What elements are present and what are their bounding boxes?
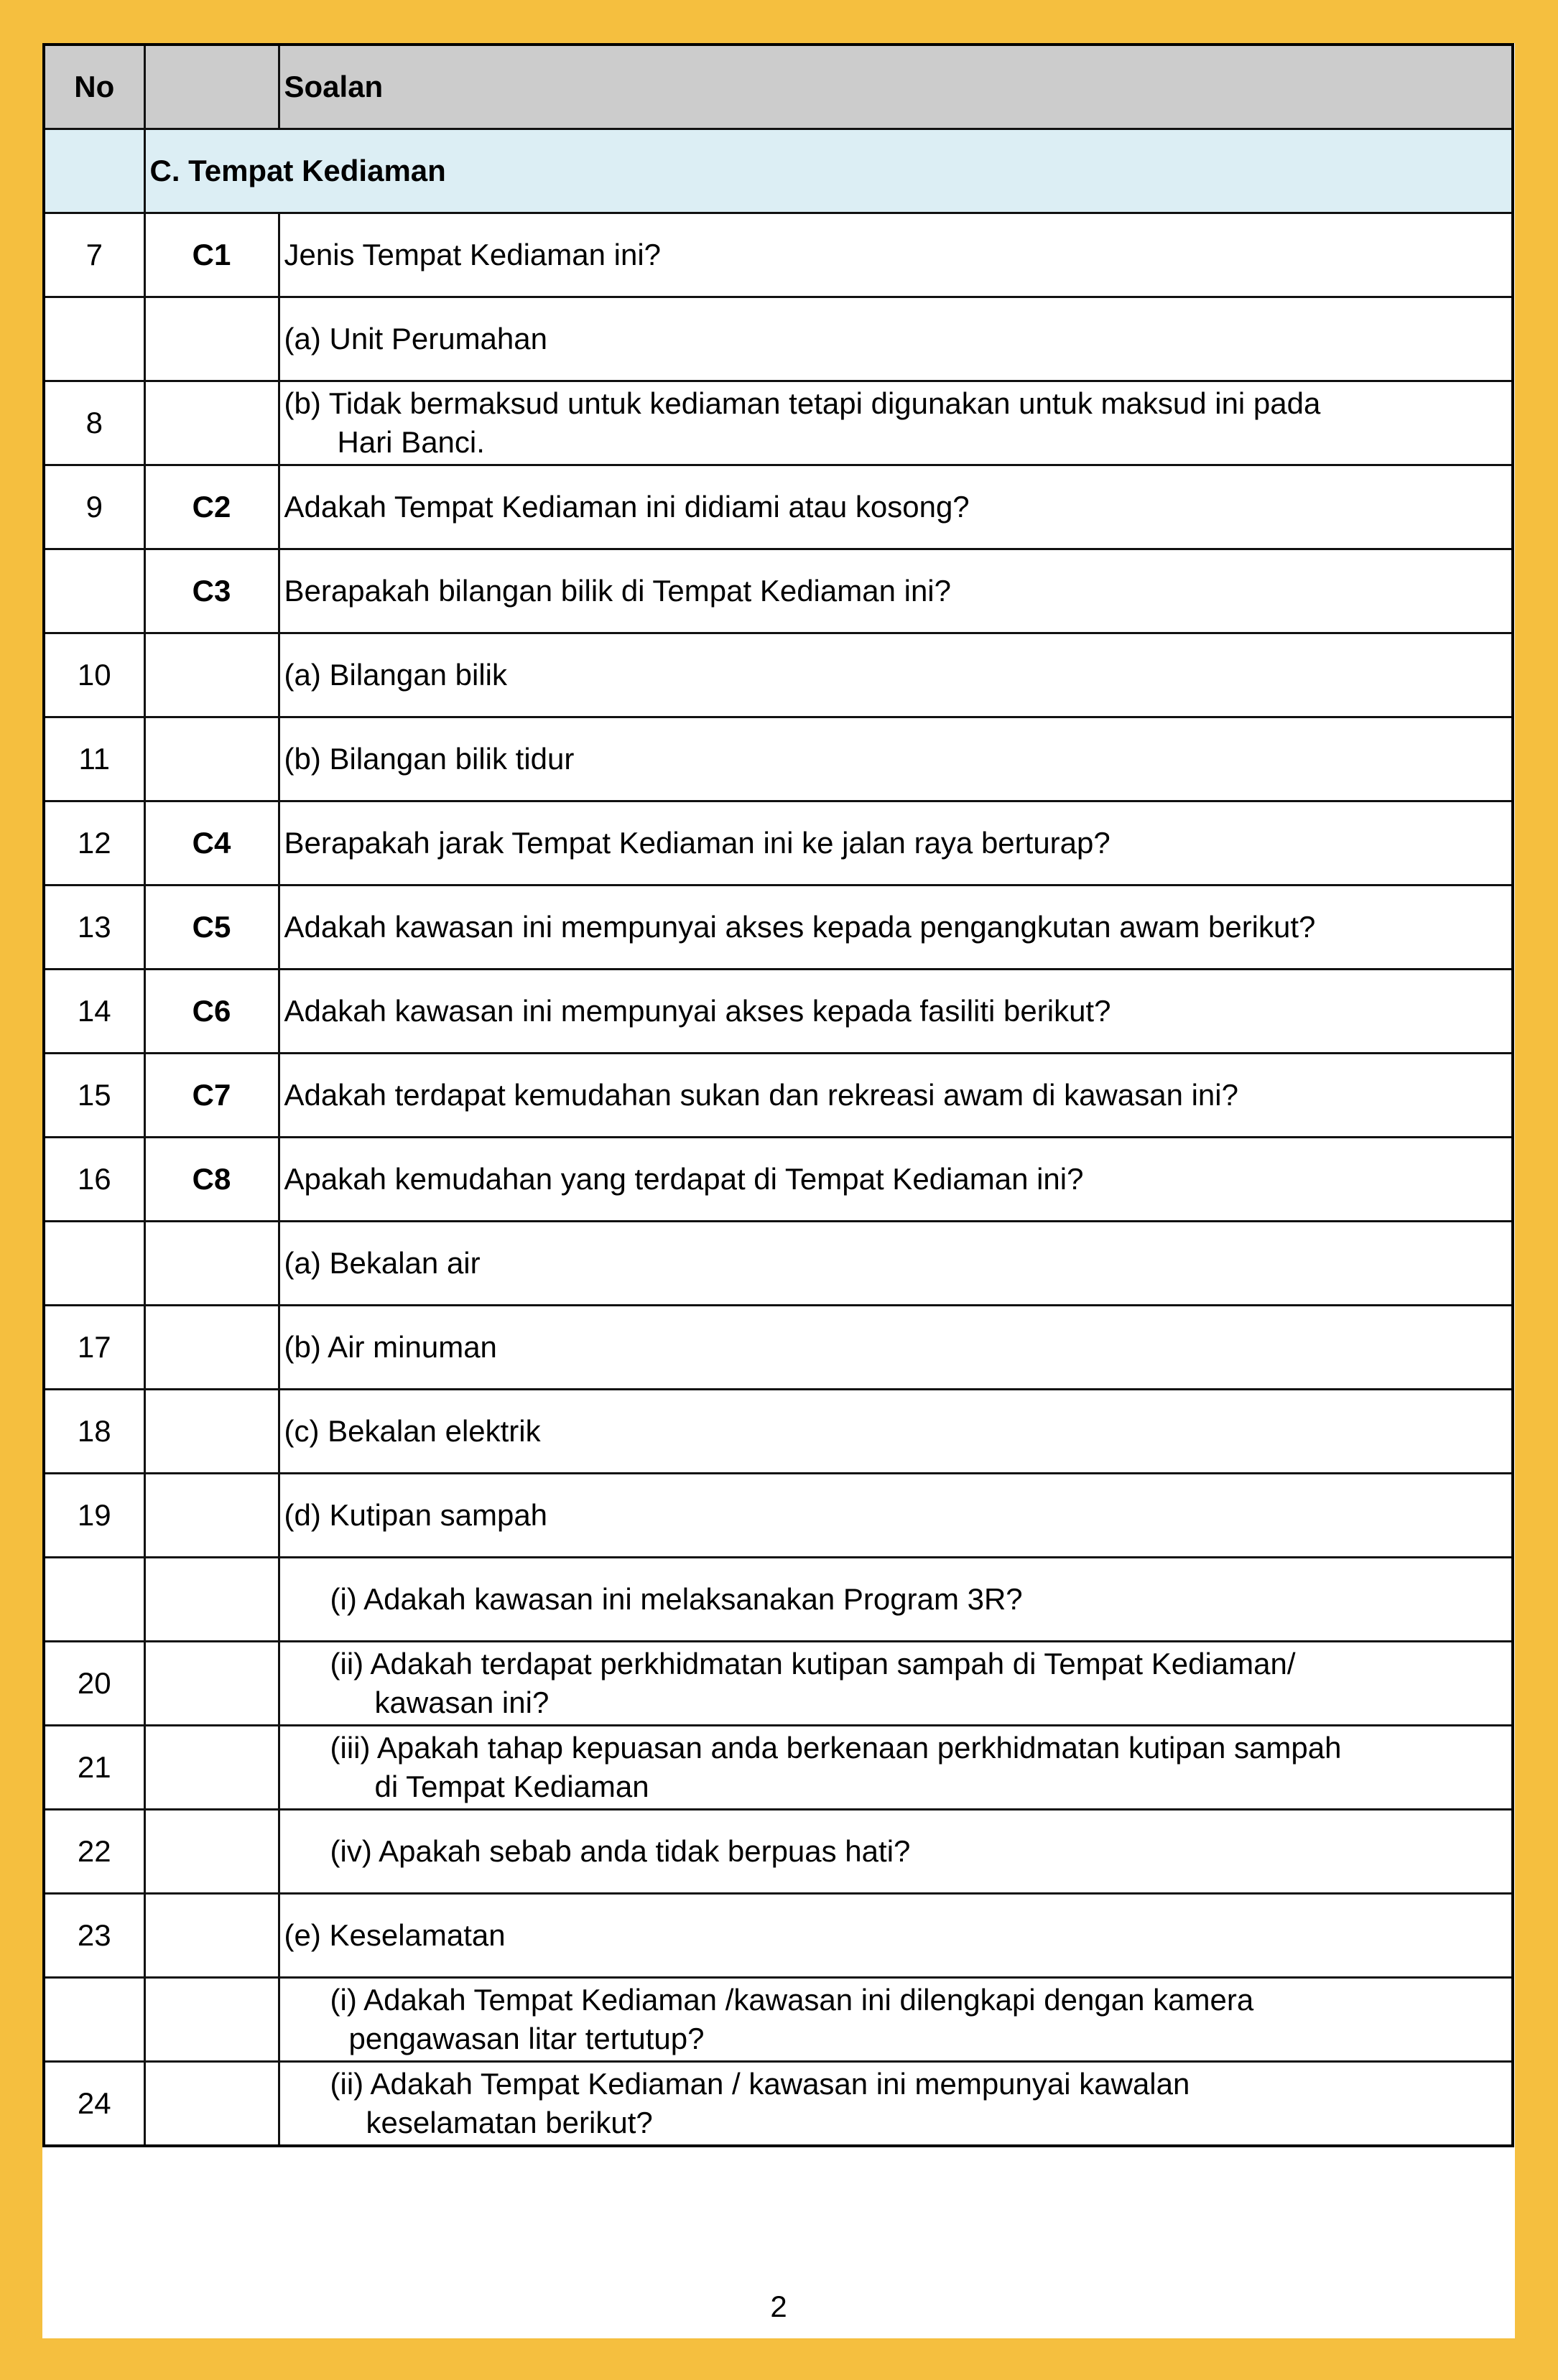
table-row [44, 1390, 1513, 1474]
question-code: C6 [144, 970, 279, 1054]
question-text [279, 2062, 1513, 2147]
question-text [279, 1390, 1513, 1474]
table-row [44, 885, 1513, 970]
question-line: (a) Bekalan air [284, 1246, 481, 1280]
question-code [144, 1810, 279, 1894]
question-line: Adakah kawasan ini mempunyai akses kepada fasiliti berikut? [284, 994, 1111, 1028]
table-row [44, 1642, 1513, 1726]
question-continuation-line: kawasan ini? [374, 1686, 550, 1719]
row-number: 13 [44, 885, 144, 970]
row-number: 15 [44, 1054, 144, 1138]
question-text [279, 801, 1513, 885]
question-text [279, 465, 1513, 549]
question-code [144, 1894, 279, 1978]
table-row [44, 1558, 1513, 1642]
question-text [279, 1894, 1513, 1978]
header-code [144, 45, 279, 129]
question-line: (i) Adakah Tempat Kediaman /kawasan ini dilengkapi dengan kamera [330, 1983, 1254, 2017]
document-page [42, 43, 1515, 2338]
question-line: Jenis Tempat Kediaman ini? [284, 238, 662, 271]
table-row [44, 1138, 1513, 1222]
table-row [44, 633, 1513, 717]
question-line: (c) Bekalan elektrik [284, 1414, 541, 1448]
question-code: C8 [144, 1138, 279, 1222]
question-line: Adakah kawasan ini mempunyai akses kepada pengangkutan awam berikut? [284, 910, 1316, 944]
row-number: 17 [44, 1306, 144, 1390]
question-code [144, 1558, 279, 1642]
table-row [44, 465, 1513, 549]
table-row [44, 1222, 1513, 1306]
row-number [44, 549, 144, 633]
row-number [44, 297, 144, 381]
row-number: 19 [44, 1474, 144, 1558]
row-number [44, 1222, 144, 1306]
question-text [279, 717, 1513, 801]
question-code [144, 381, 279, 465]
question-line: (iii) Apakah tahap kepuasan anda berkenaan perkhidmatan kutipan sampah [330, 1731, 1342, 1765]
row-number [44, 1978, 144, 2062]
question-text [279, 1810, 1513, 1894]
table-row [44, 1810, 1513, 1894]
table-header-row [44, 45, 1513, 129]
question-text [279, 1222, 1513, 1306]
question-continuation-line: keselamatan berikut? [366, 2106, 653, 2139]
question-code [144, 1306, 279, 1390]
questions-table [42, 43, 1514, 2147]
question-code [144, 633, 279, 717]
question-line: (ii) Adakah Tempat Kediaman / kawasan ini mempunyai kawalan [330, 2067, 1190, 2101]
question-line: Apakah kemudahan yang terdapat di Tempat Kediaman ini? [284, 1162, 1084, 1196]
table-row [44, 549, 1513, 633]
question-continuation-line: di Tempat Kediaman [374, 1770, 649, 1803]
question-line: Adakah terdapat kemudahan sukan dan rekreasi awam di kawasan ini? [284, 1078, 1238, 1112]
question-code: C1 [144, 213, 279, 297]
row-number: 12 [44, 801, 144, 885]
question-text [279, 885, 1513, 970]
table-row [44, 2062, 1513, 2147]
question-text [279, 549, 1513, 633]
question-line: Adakah Tempat Kediaman ini didiami atau kosong? [284, 490, 970, 524]
question-code: C5 [144, 885, 279, 970]
header-question: Soalan [279, 45, 1513, 129]
question-line: (b) Tidak bermaksud untuk kediaman tetapi digunakan untuk maksud ini pada [284, 386, 1321, 420]
table-row [44, 1474, 1513, 1558]
question-code [144, 1474, 279, 1558]
question-code [144, 1642, 279, 1726]
row-number: 11 [44, 717, 144, 801]
table-row [44, 1978, 1513, 2062]
row-number: 8 [44, 381, 144, 465]
question-code [144, 1978, 279, 2062]
header-no: No [44, 45, 144, 129]
row-number [44, 1558, 144, 1642]
question-line: (iv) Apakah sebab anda tidak berpuas hati? [330, 1834, 911, 1868]
question-code: C3 [144, 549, 279, 633]
section-title: C. Tempat Kediaman [144, 129, 1513, 213]
question-text [279, 1306, 1513, 1390]
question-line: Berapakah jarak Tempat Kediaman ini ke jalan raya berturap? [284, 826, 1110, 860]
table-row [44, 1726, 1513, 1810]
question-text [279, 381, 1513, 465]
page-number: 2 [770, 2290, 787, 2323]
question-code [144, 297, 279, 381]
question-line: (ii) Adakah terdapat perkhidmatan kutipan sampah di Tempat Kediaman/ [330, 1647, 1296, 1681]
row-number: 7 [44, 213, 144, 297]
question-code [144, 2062, 279, 2147]
question-line: (a) Bilangan bilik [284, 658, 507, 692]
table-row [44, 717, 1513, 801]
table-row [44, 970, 1513, 1054]
question-text [279, 1978, 1513, 2062]
question-text [279, 1138, 1513, 1222]
row-number: 18 [44, 1390, 144, 1474]
question-code [144, 1390, 279, 1474]
question-text [279, 1474, 1513, 1558]
row-number: 22 [44, 1810, 144, 1894]
question-text [279, 213, 1513, 297]
section-row [44, 129, 1513, 213]
question-code [144, 717, 279, 801]
row-number: 16 [44, 1138, 144, 1222]
section-no-cell [44, 129, 144, 213]
row-number: 24 [44, 2062, 144, 2147]
row-number: 14 [44, 970, 144, 1054]
question-text [279, 1558, 1513, 1642]
row-number: 23 [44, 1894, 144, 1978]
question-code [144, 1726, 279, 1810]
question-code: C2 [144, 465, 279, 549]
question-line: Berapakah bilangan bilik di Tempat Kediaman ini? [284, 574, 951, 608]
table-row [44, 213, 1513, 297]
question-text [279, 970, 1513, 1054]
question-line: (i) Adakah kawasan ini melaksanakan Program 3R? [330, 1582, 1023, 1616]
question-continuation-line: Hari Banci. [337, 425, 485, 459]
question-text [279, 297, 1513, 381]
question-line: (b) Air minuman [284, 1330, 497, 1364]
row-number: 9 [44, 465, 144, 549]
row-number: 10 [44, 633, 144, 717]
question-line: (e) Keselamatan [284, 1918, 506, 1952]
table-row [44, 801, 1513, 885]
question-text [279, 1054, 1513, 1138]
question-code [144, 1222, 279, 1306]
table-row [44, 1894, 1513, 1978]
table-row [44, 381, 1513, 465]
row-number: 21 [44, 1726, 144, 1810]
question-text [279, 1642, 1513, 1726]
question-code: C7 [144, 1054, 279, 1138]
question-line: (b) Bilangan bilik tidur [284, 742, 575, 776]
question-code: C4 [144, 801, 279, 885]
question-text [279, 1726, 1513, 1810]
question-line: (a) Unit Perumahan [284, 322, 547, 355]
table-row [44, 1306, 1513, 1390]
table-row [44, 1054, 1513, 1138]
question-line: (d) Kutipan sampah [284, 1498, 548, 1532]
row-number: 20 [44, 1642, 144, 1726]
question-continuation-line: pengawasan litar tertutup? [348, 2022, 705, 2055]
table-row [44, 297, 1513, 381]
question-text [279, 633, 1513, 717]
